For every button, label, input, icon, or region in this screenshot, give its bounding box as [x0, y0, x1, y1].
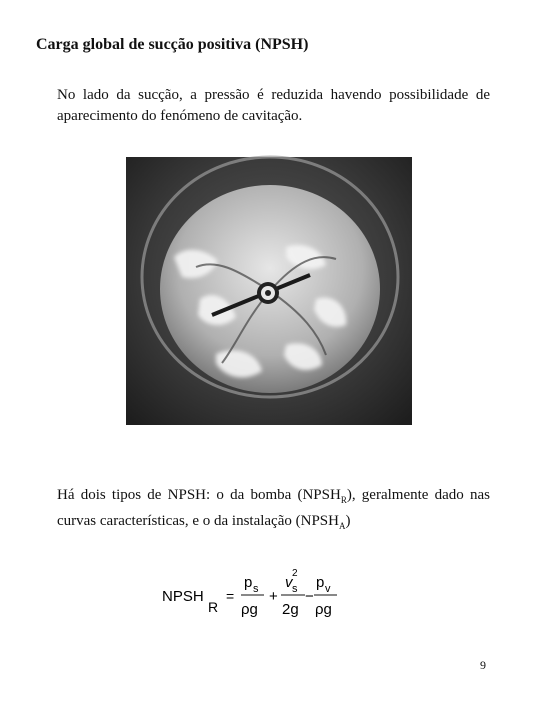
types-subscript-r: R [340, 495, 347, 505]
types-text-suffix: ) [345, 513, 351, 529]
formula-plus: + [269, 588, 278, 605]
formula-equals: = [226, 588, 235, 604]
formula-minus: − [305, 588, 314, 605]
types-subscript-a: A [338, 521, 346, 531]
section-title: Carga global de sucção positiva (NPSH) [36, 36, 309, 53]
term1-denominator: ρg [241, 601, 258, 618]
page-number: 9 [480, 658, 486, 672]
formula-lhs-sub: R [208, 599, 219, 615]
term3-numerator-sub: v [325, 583, 331, 595]
intro-paragraph: No lado da sucção, a pressão é reduzida havendo possibilidade de aparecimento do fenómeno de cavitação. [57, 87, 490, 124]
term2-numerator-sub: s [292, 583, 298, 595]
term3-numerator: p [316, 574, 325, 591]
term2-numerator: v [285, 574, 293, 591]
npsh-types-paragraph [57, 485, 490, 537]
term2-denominator: 2g [282, 601, 299, 618]
types-text-mid: ), geralmente dado nas curvas características, e o da instalação (NPSH [57, 487, 491, 529]
term2-numerator-sup: 2 [292, 568, 298, 579]
term3-denominator: ρg [315, 601, 332, 618]
formula-lhs: NPSH [162, 588, 204, 605]
types-text-prefix: Há dois tipos de NPSH: o da bomba (NPSH [57, 487, 341, 503]
term1-numerator-sub: s [253, 583, 259, 595]
npsh-formula [162, 565, 362, 625]
cavitation-photo [126, 149, 412, 432]
term1-numerator: p [244, 574, 253, 591]
